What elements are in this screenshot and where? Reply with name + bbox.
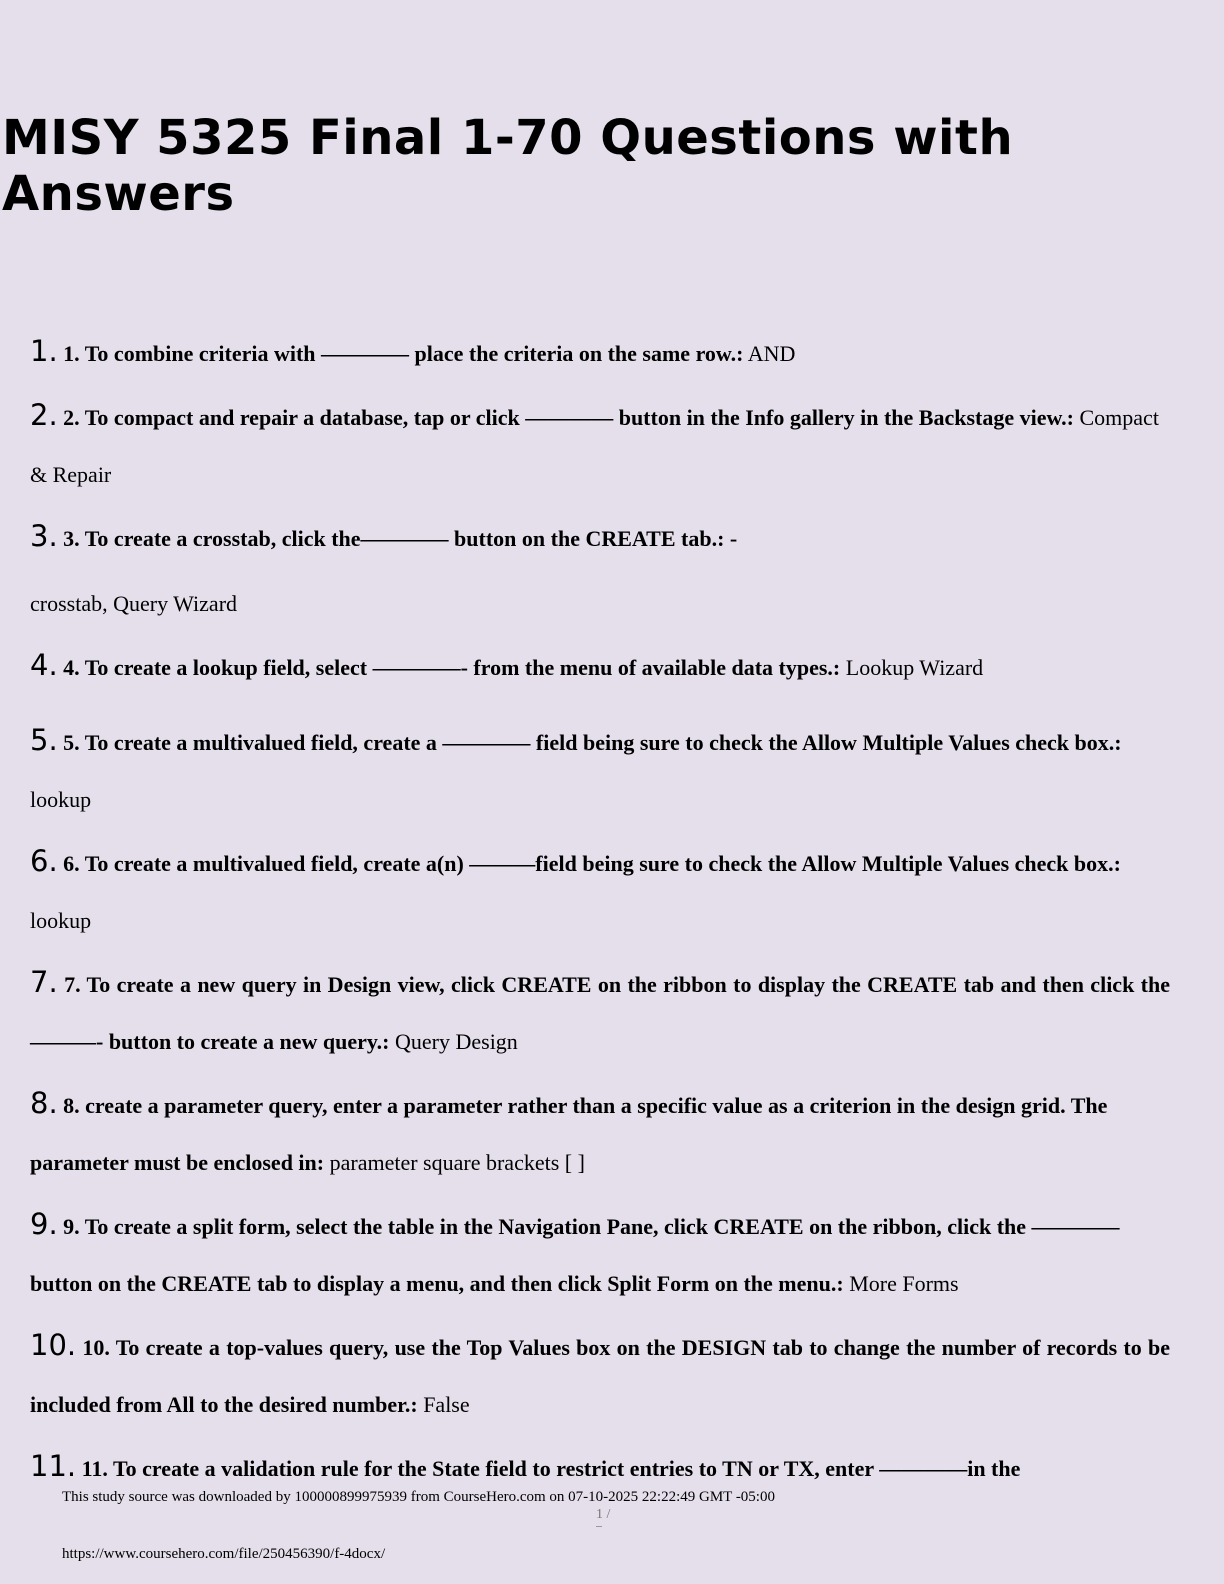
question-number: 8. <box>30 1086 58 1120</box>
question-answer: crosstab, Query Wizard <box>30 591 238 616</box>
question-text: 1. To combine criteria with ———— place the criteria on the same row.: <box>63 341 744 366</box>
question-answer: Query Design <box>395 1029 518 1054</box>
question-number: 4. <box>30 648 58 682</box>
question-item <box>30 833 1170 949</box>
question-item <box>30 387 1170 503</box>
page-number <box>596 1506 610 1527</box>
question-item <box>30 637 1170 696</box>
question-number: 1. <box>30 334 58 368</box>
page-number-text: 1 / <box>596 1507 611 1522</box>
question-text: 9. To create a split form, select the table in the Navigation Pane, click CREATE on the ribbon, click the ———— button on the CREATE tab to display a menu, and then click Split Form on the menu.: <box>30 1214 1120 1296</box>
question-item <box>30 712 1170 828</box>
question-answer: More Forms <box>849 1271 959 1296</box>
question-answer: Compact & Repair <box>30 405 1159 487</box>
question-list <box>30 323 1170 1502</box>
question-answer: Lookup Wizard <box>845 655 984 680</box>
page-number-underline <box>596 1526 602 1527</box>
question-item <box>30 954 1170 1070</box>
question-number: 5. <box>30 723 58 757</box>
question-number: 6. <box>30 844 58 878</box>
source-url-link[interactable]: https://www.coursehero.com/file/250456390/f-4docx/ <box>62 1546 386 1562</box>
document-title: MISY 5325 Final 1-70 Questions with Answers <box>2 110 1014 222</box>
question-text: 2. To compact and repair a database, tap or click ———— button in the Info gallery in the Backstage view.: <box>63 405 1074 430</box>
question-item <box>30 1075 1170 1191</box>
question-text: 5. To create a multivalued field, create a ———— field being sure to check the Allow Multiple Values check box.: <box>63 730 1122 755</box>
question-item <box>30 1196 1170 1312</box>
question-answer: False <box>423 1392 470 1417</box>
question-text: 7. To create a new query in Design view, click CREATE on the ribbon to display the CREATE tab and then click the ———- button to create a new query.: <box>30 972 1171 1054</box>
question-text: 8. create a parameter query, enter a parameter rather than a specific value as a criterion in the design grid. The parameter must be enclosed in: <box>30 1093 1108 1175</box>
question-number: 3. <box>30 519 58 553</box>
question-text: 6. To create a multivalued field, create a(n) ———field being sure to check the Allow Multiple Values check box.: <box>63 851 1121 876</box>
question-number: 10. <box>30 1328 77 1362</box>
question-number: 9. <box>30 1207 58 1241</box>
question-item <box>30 323 1170 382</box>
question-number: 2. <box>30 398 58 432</box>
question-item <box>30 508 1170 632</box>
question-number: 7. <box>30 965 58 999</box>
question-number: 11. <box>30 1449 77 1483</box>
question-text: 11. To create a validation rule for the State field to restrict entries to TN or TX, enter ————in the <box>81 1456 1021 1481</box>
question-answer: lookup <box>30 787 92 812</box>
question-answer: AND <box>747 341 796 366</box>
download-notice: This study source was downloaded by 100000899975939 from CourseHero.com on 07-10-2025 22:22:49 GMT -05:00 <box>62 1489 775 1505</box>
question-item <box>30 1317 1170 1433</box>
question-answer: lookup <box>30 908 92 933</box>
question-answer: parameter square brackets [ ] <box>329 1150 585 1175</box>
question-text: 10. To create a top-values query, use the Top Values box on the DESIGN tab to change the number of records to be included from All to the desired number.: <box>30 1335 1170 1417</box>
question-text: 4. To create a lookup field, select ————- from the menu of available data types.: <box>63 655 841 680</box>
question-text: 3. To create a crosstab, click the———— button on the CREATE tab.: - <box>63 526 738 551</box>
